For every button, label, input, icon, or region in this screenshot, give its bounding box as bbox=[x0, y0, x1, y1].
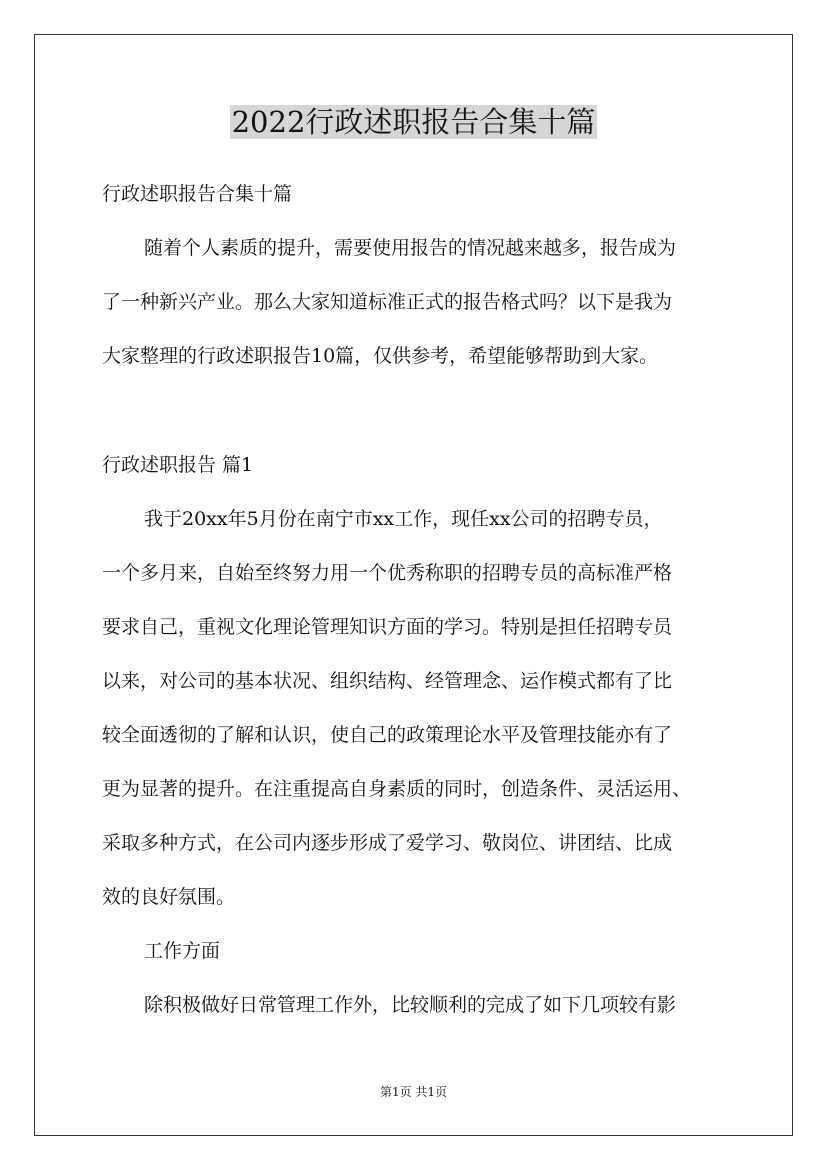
work-line: 除积极做好日常管理工作外，比较顺利的完成了如下几项较有影 bbox=[144, 994, 677, 1016]
body-line: 较全面透彻的了解和认识，使自己的政策理论水平及管理技能亦有了 bbox=[102, 724, 673, 746]
body-line: 更为显著的提升。在注重提高自身素质的同时，创造条件、灵活运用、 bbox=[102, 778, 692, 800]
intro-line: 了一种新兴产业。那么大家知道标准正式的报告格式吗？以下是我为 bbox=[102, 291, 673, 313]
body-line: 要求自己，重视文化理论管理知识方面的学习。特别是担任招聘专员 bbox=[102, 616, 673, 638]
intro-line: 随着个人素质的提升，需要使用报告的情况越来越多，报告成为 bbox=[144, 237, 677, 259]
document-title bbox=[0, 100, 827, 144]
body-line: 我于20xx年5月份在南宁市xx工作，现任xx公司的招聘专员， bbox=[144, 508, 663, 530]
section-heading: 行政述职报告 篇1 bbox=[102, 454, 254, 476]
page-footer: 第1页 共1页 bbox=[379, 1085, 448, 1099]
body-line: 以来，对公司的基本状况、组织结构、经管理念、运作模式都有了比 bbox=[102, 670, 673, 692]
body-line: 一个多月来，自始至终努力用一个优秀称职的招聘专员的高标准严格 bbox=[102, 562, 673, 584]
document-subtitle: 行政述职报告合集十篇 bbox=[102, 183, 293, 205]
work-heading: 工作方面 bbox=[144, 940, 221, 962]
body-line: 采取多种方式，在公司内逐步形成了爱学习、敬岗位、讲团结、比成 bbox=[102, 832, 673, 854]
intro-line: 大家整理的行政述职报告10篇，仅供参考，希望能够帮助到大家。 bbox=[102, 345, 659, 367]
document-title-text: 2022行政述职报告合集十篇 bbox=[231, 105, 596, 139]
body-line: 效的良好氛围。 bbox=[102, 886, 236, 908]
